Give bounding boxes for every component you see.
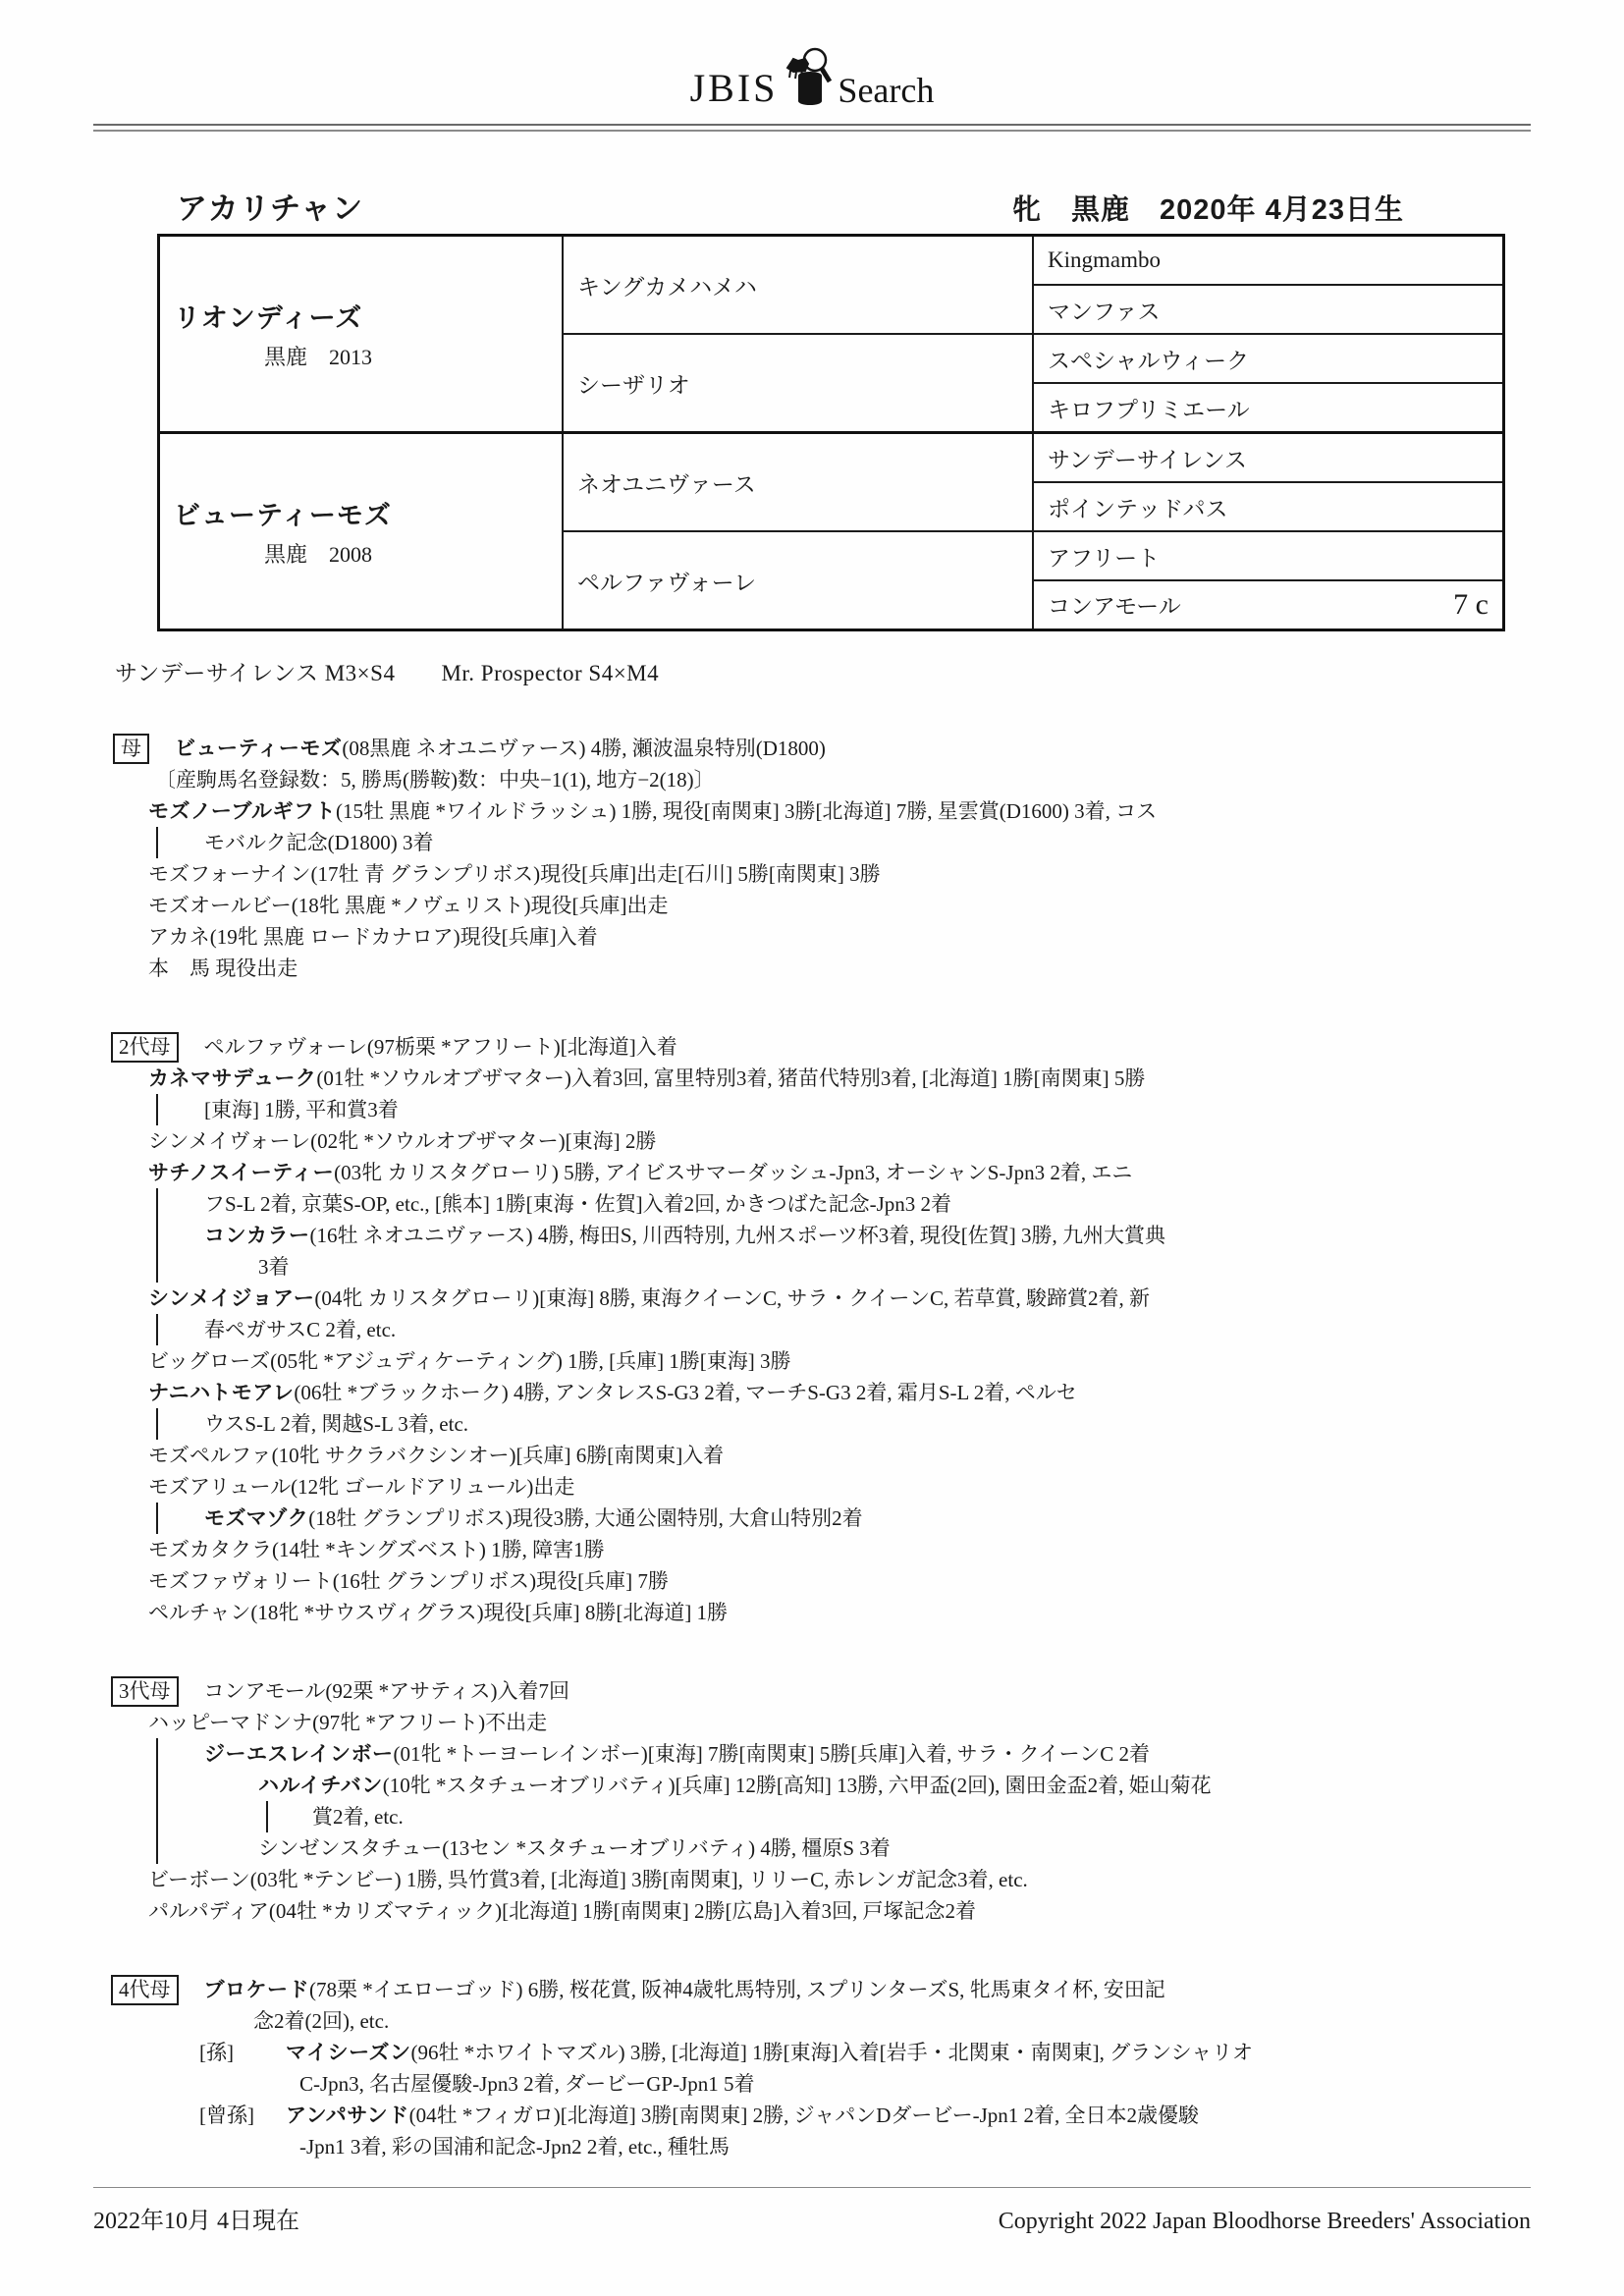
line-content (111, 1707, 547, 1738)
generation-section-3代母 (111, 1675, 1531, 1927)
record-text: (04牡 *フィガロ)[北海道] 3勝[南関東] 2勝, ジャパンDダービー-Jpn1 2着, 全日本2歳優駿 (408, 2104, 1199, 2127)
dam-name: ビューティーモズ (174, 501, 392, 530)
generation-label: 3代母 (111, 1676, 179, 1707)
sd-dam-cell (1033, 383, 1504, 433)
record-text: (13セン *スタチューオブリバティ) 4勝, 橿原S 3着 (442, 1836, 891, 1860)
record-text: (16牡 グランプリボス)現役[兵庫] 7勝 (332, 1569, 669, 1593)
horse-name: モズアリュール (148, 1476, 292, 1499)
line-content (111, 1503, 863, 1534)
ds-dam-cell (1033, 482, 1504, 531)
horse-name: ビッグローズ (148, 1350, 271, 1373)
descent-bar (156, 1770, 158, 1801)
horse-name: カネマサデューク (148, 1067, 317, 1090)
descent-bar (266, 1801, 268, 1832)
horse-name: ナニハトモアレ (148, 1382, 295, 1404)
pedigree-line (111, 1251, 1531, 1283)
horse-name: コンカラー (204, 1225, 310, 1247)
line-content (111, 1565, 669, 1597)
line-content (111, 1597, 728, 1628)
sire-name: リオンディーズ (174, 303, 363, 333)
pedigree-table (157, 234, 1505, 631)
ds-sire-name: サンデーサイレンス (1048, 447, 1247, 472)
line-content (111, 2131, 730, 2162)
pedigree-line (111, 1864, 1531, 1895)
horse-name: ペルファヴォーレ (203, 1036, 367, 1059)
pedigree-line (111, 795, 1531, 827)
line-content (111, 1895, 976, 1927)
pedigree-line (111, 1565, 1531, 1597)
record-text: -Jpn1 3着, 彩の国浦和記念-Jpn2 2着, etc., 種牡馬 (299, 2135, 731, 2159)
ds-sire-cell (1033, 433, 1504, 483)
pedigree-line (111, 1534, 1531, 1565)
record-text: C-Jpn3, 名古屋優駿-Jpn3 2着, ダービーGP-Jpn1 5着 (299, 2072, 755, 2096)
relation-label: [曾孫] (199, 2104, 254, 2127)
line-content (111, 764, 715, 795)
horse-name: モズファヴォリート (148, 1570, 333, 1593)
generation-section-4代母 (111, 1974, 1531, 2162)
sire-sire-name: キングカメハメハ (577, 274, 757, 300)
line-content (111, 1031, 677, 1063)
line-content (111, 1314, 396, 1345)
horse-name: モズフォーナイン (148, 863, 311, 886)
sd-sire-cell (1033, 334, 1504, 383)
sd-sire-name: スペシャルウィーク (1048, 348, 1250, 373)
generation-section-2代母 (111, 1031, 1531, 1628)
record-text: (01牡 *ソウルオブザマター)入着3回, 富里特別3着, 猪苗代特別3着, [北海道] 1勝[南関東] 5勝 (316, 1066, 1146, 1090)
line-content (111, 1801, 404, 1832)
record-text: (02牝 *ソウルオブザマター)[東海] 2勝 (310, 1129, 657, 1153)
record-text: (16牡 ネオユニヴァース) 4勝, 梅田S, 川西特別, 九州スポーツ杯3着, 現役[佐賀] 3勝, 九州大賞典 (309, 1224, 1165, 1247)
horse-name: ビューティーモズ (175, 738, 343, 760)
line-content (111, 1675, 569, 1707)
search-logo-text: Search (838, 71, 935, 110)
line-content (111, 921, 598, 953)
line-content (111, 1125, 656, 1157)
generation-section-母 (111, 733, 1531, 984)
pedigree-line (111, 827, 1531, 858)
pedigree-line (111, 1377, 1531, 1408)
ss-sire-name: Kingmambo (1048, 247, 1161, 272)
record-text: (05牝 *アジュディケーティング) 1勝, [兵庫] 1勝[東海] 3勝 (270, 1349, 791, 1373)
horse-name: ペルチャン (148, 1602, 251, 1624)
horse-name: アカネ (148, 926, 210, 949)
pedigree-line (111, 1125, 1531, 1157)
pedigree-line (111, 1974, 1531, 2005)
dd-dam-cell (1033, 580, 1504, 630)
line-content (111, 890, 668, 921)
horse-name: ジーエスレインボー (204, 1743, 394, 1766)
record-text: (15牡 黒鹿 *ワイルドラッシュ) 1勝, 現役[南関東] 3勝[北海道] 7勝, 星雲賞(D1600) 3着, コス (335, 799, 1158, 823)
pedigree-line (111, 1895, 1531, 1927)
record-text: 3着 (258, 1255, 290, 1279)
descent-bar (156, 1832, 158, 1864)
dam-color-year: 黒鹿 2008 (264, 542, 373, 567)
line-content (111, 1377, 1077, 1408)
line-content (111, 2100, 1199, 2131)
line-content (111, 1471, 574, 1503)
horse-name: ビーボーン (148, 1869, 250, 1891)
dd-dam-name: コンアモール (1048, 594, 1181, 619)
pedigree-line (111, 2005, 1531, 2037)
generation-label: 2代母 (111, 1032, 179, 1063)
descent-bar (156, 1314, 158, 1345)
inbreeding-note: サンデーサイレンス M3×S4 Mr. Prospector S4×M4 (115, 661, 660, 685)
descent-bar (156, 1738, 158, 1770)
footer-divider (93, 2187, 1531, 2188)
pedigree-line (111, 764, 1531, 795)
pedigree-line (111, 1738, 1531, 1770)
line-content (111, 1738, 1150, 1770)
sire-dam-cell (563, 334, 1033, 433)
record-text: (78栗 *イエローゴッド) 6勝, 桜花賞, 阪神4歳牝馬特別, スプリンターズS, 牝馬東タイ杯, 安田記 (309, 1978, 1165, 2001)
pedigree-line (111, 1345, 1531, 1377)
record-text: (03牝 カリスタグローリ) 5勝, アイビスサマーダッシュ-Jpn3, オーシャンS-Jpn3 2着, エニ (334, 1161, 1133, 1184)
ss-sire-cell (1033, 236, 1504, 286)
horse-title: アカリチャン (177, 191, 364, 226)
line-content (111, 858, 881, 890)
ds-dam-name: ポインテッドパス (1048, 496, 1228, 521)
pedigree-line (111, 2131, 1531, 2162)
line-content (111, 795, 1157, 827)
horse-magnifier-icon (784, 46, 835, 112)
pedigree-line (111, 1440, 1531, 1471)
footer (93, 2201, 1531, 2235)
ss-dam-cell (1033, 285, 1504, 334)
line-content (111, 1534, 605, 1565)
line-content (111, 2005, 389, 2037)
record-text: ウスS-L 2着, 関越S-L 3着, etc. (204, 1412, 469, 1436)
jbis-logo-text: JBIS (689, 66, 779, 110)
line-content (111, 2068, 755, 2100)
dam-dam-cell (563, 531, 1033, 630)
record-text: フS-L 2着, 京葉S-OP, etc., [熊本] 1勝[東海・佐賀]入着2回, かきつばた記念-Jpn3 2着 (204, 1192, 952, 1216)
dd-sire-name: アフリート (1048, 545, 1161, 571)
horse-name: パルパディア (148, 1900, 269, 1923)
descent-bar (156, 1251, 158, 1283)
dam-sire-name: ネオユニヴァース (577, 471, 756, 497)
line-content (111, 1188, 951, 1220)
record-text: (97栃栗 *アフリート)[北海道]入着 (366, 1035, 677, 1059)
pedigree-line (111, 858, 1531, 890)
horse-name: ハッピーマドンナ (148, 1712, 313, 1734)
horse-name: アンパサンド (286, 2105, 409, 2127)
record-text: モバルク記念(D1800) 3着 (204, 831, 434, 854)
pedigree-line (111, 1314, 1531, 1345)
line-content (111, 1345, 791, 1377)
pedigree-line (111, 1675, 1531, 1707)
record-text: 本 馬 現役出走 (148, 957, 298, 980)
header-divider (93, 124, 1531, 132)
record-text: (96牡 *ホワイトマズル) 3勝, [北海道] 1勝[東海]入着[岩手・北関東・南関東], グランシャリオ (410, 2041, 1253, 2064)
pedigree-line (111, 1283, 1531, 1314)
record-text: (04牝 カリスタグローリ)[東海] 8勝, 東海クイーンC, サラ・クイーンC, 若草賞, 駿蹄賞2着, 新 (314, 1286, 1150, 1310)
pedigree-line (111, 1471, 1531, 1503)
record-text: (03牝 *テンビー) 1勝, 呉竹賞3着, [北海道] 3勝[南関東], リリーC, 赤レンガ記念3着, etc. (249, 1868, 1028, 1891)
line-content (111, 1251, 290, 1283)
dam-dam-name: ペルファヴォーレ (577, 570, 757, 595)
line-content (111, 953, 298, 984)
record-text: (10牝 サクラバクシンオー)[兵庫] 6勝[南関東]入着 (271, 1444, 725, 1467)
line-content (111, 1770, 1212, 1801)
record-text: (17牡 青 グランプリボス)現役[兵庫]出走[石川] 5勝[南関東] 3勝 (310, 862, 881, 886)
record-text: (01牝 *トーヨーレインボー)[東海] 7勝[南関東] 5勝[兵庫]入着, サラ・クイーンC 2着 (393, 1742, 1150, 1766)
pedigree-line (111, 1094, 1531, 1125)
sire-color-year: 黒鹿 2013 (264, 345, 373, 369)
line-content (111, 733, 826, 764)
copyright-text: Copyright 2022 Japan Bloodhorse Breeders' Association (998, 2209, 1531, 2234)
horse-name: ブロケード (203, 1979, 309, 2001)
line-content (111, 2037, 1253, 2068)
line-content (111, 1408, 468, 1440)
pedigree-line (111, 1220, 1531, 1251)
pedigree-line (111, 890, 1531, 921)
pedigree-line (111, 1832, 1531, 1864)
line-content (111, 1864, 1028, 1895)
generation-label: 4代母 (111, 1975, 179, 2005)
record-text: (04牡 *カリズマティック)[北海道] 1勝[南関東] 2勝[広島]入着3回, 戸塚記念2着 (268, 1899, 977, 1923)
record-text: (18牝 黒鹿 *ノヴェリスト)現役[兵庫]出走 (291, 894, 669, 917)
pedigree-line (111, 1157, 1531, 1188)
as-of-date: 2022年10月 4日現在 (93, 2209, 299, 2234)
sire-dam-name: シーザリオ (577, 372, 690, 398)
horse-name: シンメイジョアー (148, 1287, 315, 1310)
descent-bar (156, 1801, 158, 1832)
horse-name: モズカタクラ (148, 1539, 272, 1561)
horse-name: コンアモール (203, 1680, 326, 1703)
generation-label: 母 (113, 734, 149, 764)
descent-bar (156, 827, 158, 858)
horse-name: シンゼンスタチュー (258, 1837, 443, 1860)
pedigree-line (111, 1597, 1531, 1628)
horse-name: モズオールビー (148, 895, 292, 917)
horse-name: ハルイチバン (258, 1775, 383, 1797)
horse-name: サチノスイーティー (148, 1162, 335, 1184)
sire-sire-cell (563, 236, 1033, 335)
pedigree-line (111, 1408, 1531, 1440)
line-content (111, 1220, 1165, 1251)
pedigree-line (111, 2068, 1531, 2100)
pedigree-line (111, 1801, 1531, 1832)
record-text: (08黒鹿 ネオユニヴァース) 4勝, 瀬波温泉特別(D1800) (342, 737, 826, 760)
line-content (111, 1974, 1165, 2005)
pedigree-line (111, 733, 1531, 764)
record-text: 賞2着, etc. (312, 1805, 404, 1829)
horse-name: マイシーズン (286, 2042, 411, 2064)
descent-bar (156, 1503, 158, 1534)
jbis-logo (93, 0, 1531, 108)
horse-name: モズペルファ (148, 1445, 272, 1467)
sd-dam-name: キロフプリミエール (1048, 397, 1250, 422)
pedigree-line (111, 921, 1531, 953)
record-text: (92栗 *アサティス)入着7回 (325, 1679, 569, 1703)
record-text: (12牝 ゴールドアリュール)出走 (291, 1475, 575, 1499)
line-content (111, 827, 433, 858)
title-row (157, 181, 1463, 234)
pedigree-sections (111, 733, 1531, 2162)
record-text: (10牝 *スタチューオブリバティ)[兵庫] 12勝[高知] 13勝, 六甲盃(2回), 園田金盃2着, 姫山菊花 (382, 1774, 1212, 1797)
record-text: (18牡 グランプリボス)現役3勝, 大通公園特別, 大倉山特別2着 (308, 1506, 863, 1530)
relation-label: [孫] (199, 2041, 234, 2064)
family-number: 7 c (1453, 588, 1489, 621)
pedigree-line (111, 2037, 1531, 2068)
descent-bar (156, 1220, 158, 1251)
record-text: (97牝 *アフリート)不出走 (312, 1711, 548, 1734)
pedigree-line (111, 1188, 1531, 1220)
record-text: (19牝 黒鹿 ロードカナロア)現役[兵庫]入着 (209, 925, 598, 949)
line-content (111, 1440, 724, 1471)
dam-cell (159, 433, 564, 630)
pedigree-line (111, 953, 1531, 984)
descent-bar (156, 1188, 158, 1220)
dd-sire-cell (1033, 531, 1504, 580)
pedigree-line (111, 2100, 1531, 2131)
line-content (111, 1094, 399, 1125)
sire-cell (159, 236, 564, 433)
pedigree-line (111, 1063, 1531, 1094)
pedigree-line (111, 1770, 1531, 1801)
line-content (111, 1283, 1150, 1314)
dam-sire-cell (563, 433, 1033, 532)
line-content (111, 1063, 1145, 1094)
ss-dam-name: マンファス (1048, 299, 1161, 324)
record-text: 念2着(2回), etc. (253, 2009, 390, 2033)
line-content (111, 1832, 891, 1864)
horse-name: モズノーブルギフト (148, 800, 336, 823)
pedigree-line (111, 1031, 1531, 1063)
record-text: [東海] 1勝, 平和賞3着 (204, 1098, 399, 1121)
record-text: (06牡 *ブラックホーク) 4勝, アンタレスS-G3 2着, マーチS-G3 2着, 霜月S-L 2着, ペルセ (294, 1381, 1077, 1404)
record-text: 春ペガサスC 2着, etc. (204, 1318, 397, 1341)
record-text: 〔産駒馬名登録数：5, 勝馬(勝鞍)数：中央−1(1), 地方−2(18)〕 (155, 768, 715, 792)
pedigree-line (111, 1707, 1531, 1738)
horse-name: シンメイヴォーレ (148, 1130, 311, 1153)
descent-bar (156, 1094, 158, 1125)
horse-sex-color-birthdate: 牝 黒鹿 2020年 4月23日生 (1012, 194, 1404, 226)
line-content (111, 1157, 1132, 1188)
pedigree-line (111, 1503, 1531, 1534)
descent-bar (156, 1408, 158, 1440)
horse-name: モズマゾク (204, 1507, 309, 1530)
record-text: (18牝 *サウスヴィグラス)現役[兵庫] 8勝[北海道] 1勝 (250, 1601, 729, 1624)
record-text: (14牡 *キングズベスト) 1勝, 障害1勝 (272, 1538, 605, 1561)
